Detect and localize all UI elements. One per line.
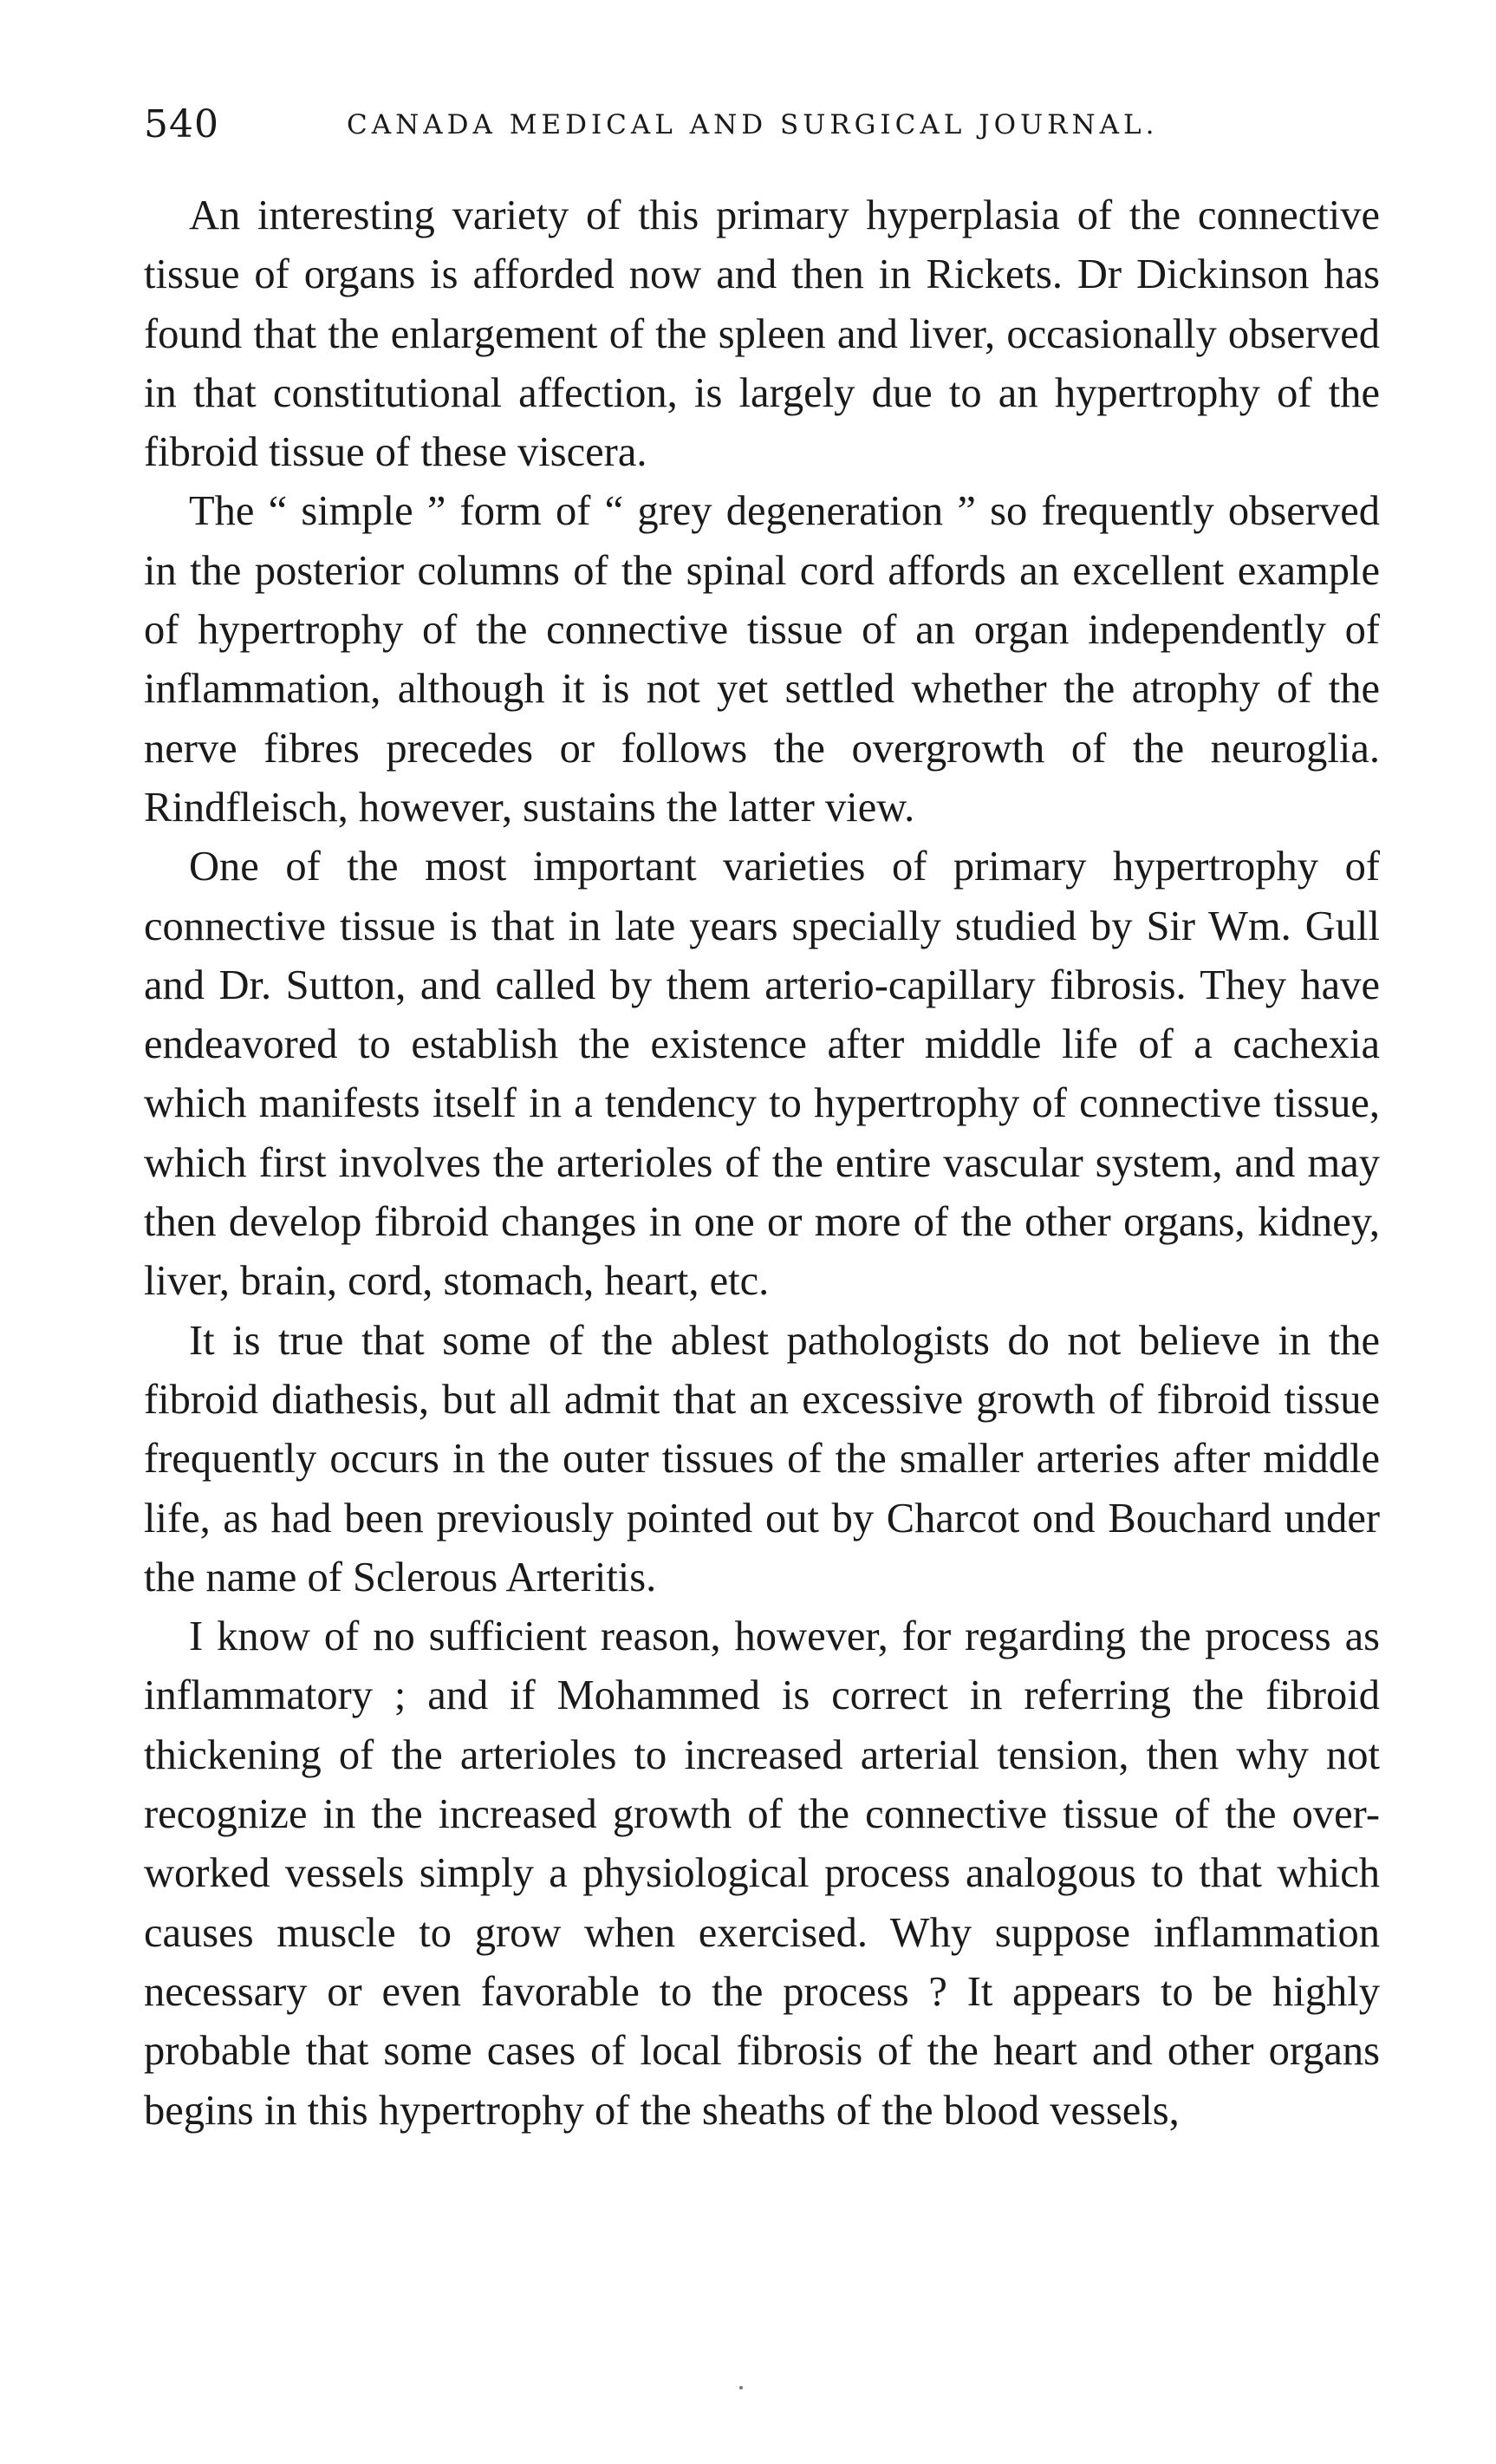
paragraph-physiological-process: I know of no sufficient reason, however, for regarding the process as inflammatory ; and if Mohammed is correct in referring the fibroid thickening of the arterioles to increased arterial tension, then why not recognize in the increased growth of the connective tissue of the over-worked vessels simply a physiological process analogous to that which causes muscle to grow when exercised. Why suppose inflammation necessary or even favorable to the process ? It appears to be highly probable that some cases of local fibrosis of the heart and other organs begins in this hypertrophy of the sheaths of the blood vessels, [144, 1613, 1380, 2134]
paragraph-rickets: An interesting variety of this primary hyperplasia of the connective tissue of organs is afforded now and then in Rickets. Dr Dickinson has found that the enlargement of the spleen and liver, occasionally observed in that constitutional affection, is largely due to an hypertrophy of the fibroid tissue of these viscera. [144, 192, 1380, 476]
running-head [144, 97, 1375, 158]
journal-title: CANADA MEDICAL AND SURGICAL JOURNAL. [347, 109, 1159, 140]
paragraph-grey-degeneration: The “ simple ” form of “ grey degeneration ” so frequently observed in the posterior columns of the spinal cord affords an excellent example of hypertrophy of the connective tissue of an organ independently of inflammation, although it is not yet settled whether the atrophy of the nerve fibres precedes or follows the overgrowth of the neuroglia. Rindfleisch, however, sustains the latter view. [144, 488, 1380, 831]
paragraph-arterio-capillary-fibrosis: One of the most important varieties of primary hypertrophy of connective tissue is that in late years specially studied by Sir Wm. Gull and Dr. Sutton, and called by them arterio-capillary fibrosis. They have endeavored to establish the existence after middle life of a cachexia which manifests itself in a tendency to hypertrophy of connective tissue, which first involves the arterioles of the entire vascular system, and may then develop fibroid changes in one or more of the other organs, kidney, liver, brain, cord, stomach, heart, etc. [144, 844, 1380, 1305]
paragraph-fibroid-diathesis: It is true that some of the ablest pathologists do not believe in the fibroid diathesis, but all admit that an excessive growth of fibroid tissue frequently occurs in the outer tissues of the smaller arteries after middle life, as had been previously pointed out by Charcot ond Bouchard under the name of Sclerous Arteritis. [144, 1317, 1380, 1600]
print-speck [739, 2386, 743, 2389]
article-body [144, 186, 1380, 2141]
page-number: 540 [144, 102, 219, 147]
